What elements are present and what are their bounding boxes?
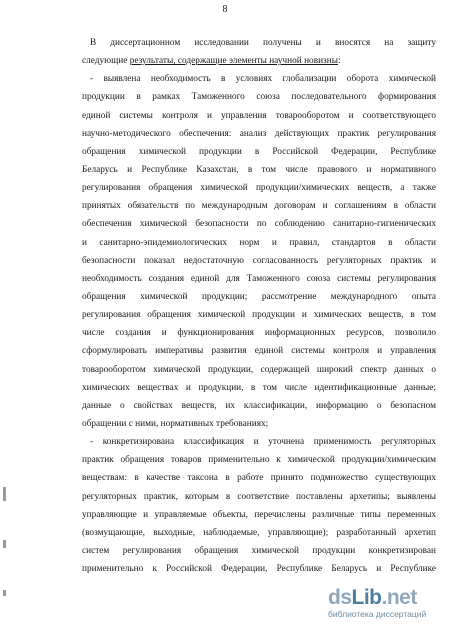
text-line: химических веществах и продукции, в том числе идентификационные данные; <box>82 382 436 393</box>
text-line: принятых обязательств по международным договорам и соглашениям в области <box>82 201 436 212</box>
text-line: единой системы контроля и управления товарооборотом и соответствующего <box>82 110 436 121</box>
text-line <box>82 52 436 70</box>
text-line: обращения химической продукции в Российской Федерации, Республике <box>82 146 436 157</box>
text-line: применительно к Российской Федерации, Республике Беларусь и Республике <box>82 564 436 575</box>
scan-artifact <box>3 590 6 596</box>
page-number: 8 <box>222 4 228 15</box>
text-line: регуляторных практик, которым в соответствие поставлены архетипы; выявлены <box>82 491 436 502</box>
text-line: и санитарно-эпидемиологических норм и правил, стандартов в области <box>82 237 436 248</box>
text-line: В диссертационном исследовании получены и вносятся на защиту <box>90 38 436 48</box>
text-line: практик обращения товаров применительно к химической продукции/химическим <box>82 455 436 466</box>
scan-artifact <box>3 540 6 548</box>
text-line: данные о свойствах веществ, их классификации, информацию о безопасном <box>82 400 436 411</box>
underlined-phrase: результаты, содержащие элементы научной новизны <box>129 56 338 67</box>
text-line: управляющие и управляемые объекты, перечислены различные типы переменных <box>82 509 436 520</box>
text-line: числе создания и функционирования информационных ресурсов, позволило <box>82 328 436 339</box>
text-line: регулирования обращения химической продукции и химических веществ, в том <box>82 310 436 321</box>
text-line: продукции в рамках Таможенного союза последовательного формирования <box>82 92 436 103</box>
watermark <box>328 587 440 621</box>
text-line: - конкретизирована классификация и уточнена применимость регуляторных <box>90 437 436 448</box>
text-fragment: следующие <box>82 56 130 67</box>
text-fragment: : <box>337 56 341 67</box>
text-line: научно-методического обеспечения: анализ действующих практик регулирования <box>82 128 436 139</box>
text-line: Беларусь и Республике Казахстан, в том числе правового и нормативного <box>82 165 436 175</box>
watermark-logo: dsLib.net <box>328 586 417 609</box>
text-line: безопасности показал недостаточную согласованность регуляторных практик и <box>82 255 436 266</box>
text-line: сформулировать императивы развития единой системы контроля и управления <box>82 346 436 357</box>
text-line: необходимость создания единой для Таможенного союза системы регулирования <box>82 273 436 284</box>
document-body <box>82 34 436 578</box>
text-line: веществам: в качестве таксона в работе принято подмножество существующих <box>82 473 436 484</box>
text-line: - выявлена необходимость в условиях глобализации оборота химической <box>90 74 436 85</box>
text-line: систем регулирования обращения химической продукции конкретизирован <box>82 545 436 556</box>
scan-artifact <box>3 487 6 501</box>
text-line: (возмущающие, выходные, наблюдаемые, управляющие); разработанный архетип <box>82 527 436 538</box>
text-line: регулирования обращения химической продукции/химических веществ, а также <box>82 183 436 194</box>
text-line: обеспечения химической безопасности по соблюдению санитарно-гигиенических <box>82 219 436 230</box>
text-line: товарооборотом химической продукции, содержащей широкий спектр данных о <box>82 364 436 375</box>
text-line: обращении с ними, нормативных требованиях; <box>82 418 269 429</box>
text-line: обращения химической продукции; рассмотрение международного опыта <box>82 291 436 302</box>
watermark-caption: библиотека диссертаций <box>328 609 427 619</box>
